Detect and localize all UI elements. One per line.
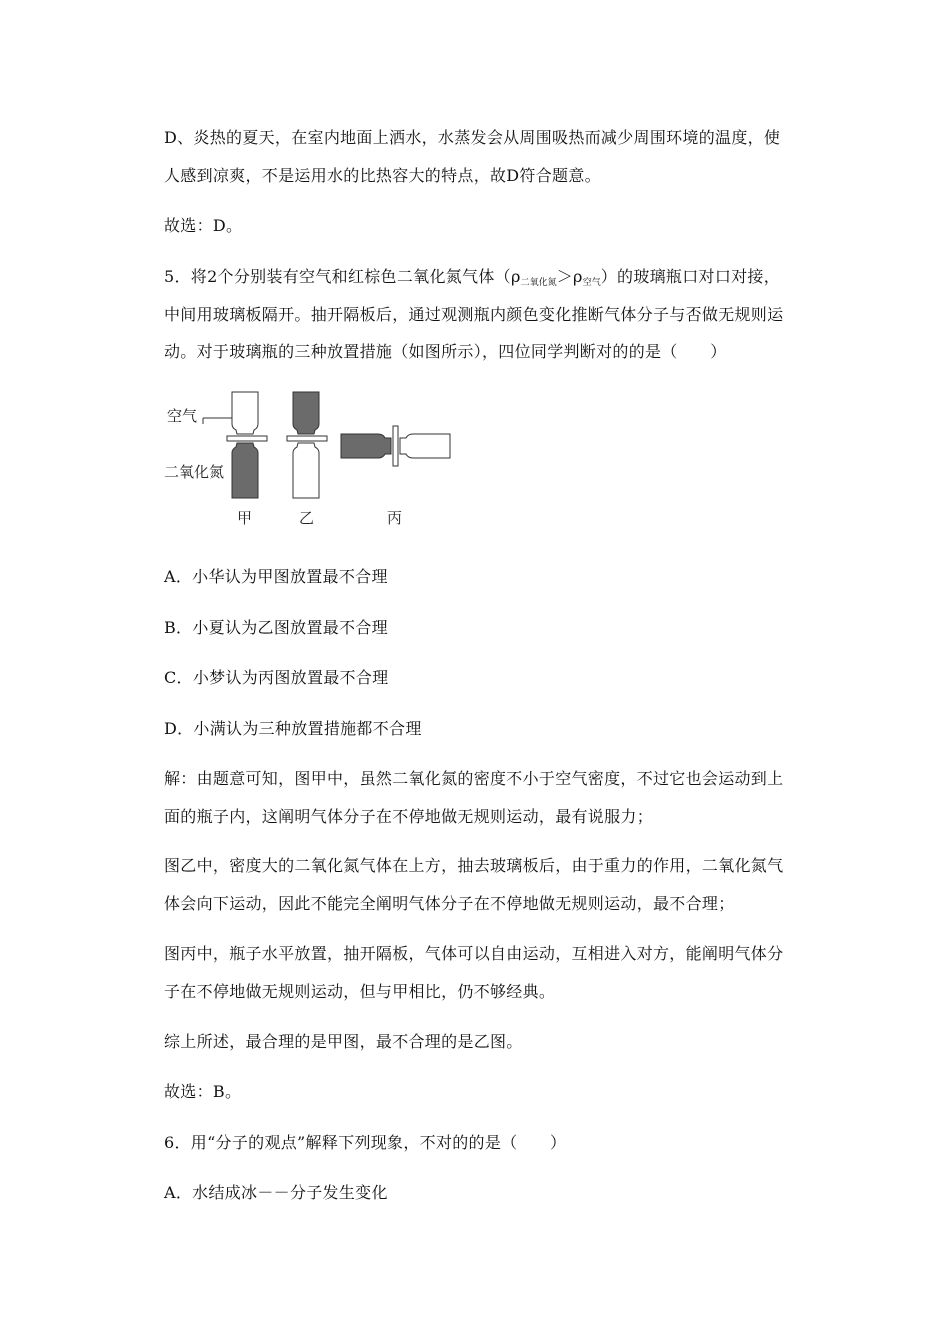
q5-stem-part-b: ＞ρ [556, 267, 583, 286]
setup-bing [341, 426, 450, 527]
yi-glass-plate [287, 436, 327, 441]
q5-option-a: A．小华认为甲图放置最不合理 [164, 567, 388, 586]
q5-option-b: B．小夏认为乙图放置最不合理 [164, 618, 388, 637]
q5-stem-line3: 动。对于玻璃瓶的三种放置措施（如图所示），四位同学判断对的的是（ ） [164, 342, 727, 361]
gas-diffusion-figure [160, 382, 480, 532]
q5-stem-part-c: ）的玻璃瓶口对口对接， [600, 267, 781, 286]
label-no2: 二氧化氮 [164, 463, 225, 481]
prev-answer-choice: 故选：D。 [164, 216, 243, 235]
yi-upper-bottle-no2 [293, 392, 319, 434]
q5-solution-summary: 综上所述，最合理的是甲图，最不合理的是乙图。 [164, 1032, 523, 1051]
prev-option-d-line2: 人感到凉爽，不是运用水的比热容大的特点，故D符合题意。 [164, 166, 601, 185]
bing-right-bottle-air [400, 434, 450, 458]
label-air: 空气 [167, 407, 198, 425]
setup-yi [287, 392, 327, 527]
q5-option-d: D．小满认为三种放置措施都不合理 [164, 719, 422, 738]
bing-left-bottle-no2 [341, 434, 391, 458]
q6-option-a: A．水结成冰－－分子发生变化 [164, 1183, 388, 1202]
q5-stem-line1 [164, 267, 780, 293]
label-bing: 丙 [387, 509, 403, 527]
yi-lower-bottle-air [293, 443, 319, 498]
q5-option-c: C．小梦认为丙图放置最不合理 [164, 668, 389, 687]
jia-glass-plate [227, 436, 267, 441]
q5-stem-part-a: 5．将2个分别装有空气和红棕色二氧化氮气体（ρ [164, 267, 521, 286]
setup-jia [164, 392, 267, 527]
q5-answer-choice: 故选：B。 [164, 1082, 242, 1101]
jia-upper-bottle-air [232, 392, 258, 434]
q6-stem: 6．用“分子的观点”解释下列现象，不对的的是（ ） [164, 1133, 567, 1152]
q5-solution-p3-line2: 子在不停地做无规则运动，但与甲相比，仍不够经典。 [164, 982, 556, 1001]
rho-subscript-no2: 二氧化氮 [520, 278, 557, 288]
bing-glass-plate [393, 426, 398, 466]
rho-subscript-air: 空气 [582, 278, 601, 288]
jia-lower-bottle-no2 [232, 443, 258, 498]
q5-solution-p2-line1: 图乙中，密度大的二氧化氮气体在上方，抽去玻璃板后，由于重力的作用，二氧化氮气 [164, 856, 784, 875]
q5-solution-p2-line2: 体会向下运动，因此不能完全阐明气体分子在不停地做无规则运动，最不合理； [164, 894, 735, 913]
label-jia: 甲 [237, 509, 253, 527]
q5-stem-line2: 中间用玻璃板隔开。抽开隔板后，通过观测瓶内颜色变化推断气体分子与否做无规则运 [164, 305, 784, 324]
q5-solution-p1-line1: 解：由题意可知，图甲中，虽然二氧化氮的密度不小于空气密度，不过它也会运动到上 [164, 769, 784, 788]
q5-solution-p3-line1: 图丙中，瓶子水平放置，抽开隔板，气体可以自由运动，互相进入对方，能阐明气体分 [164, 944, 784, 963]
q5-solution-p1-line2: 面的瓶子内，这阐明气体分子在不停地做无规则运动，最有说服力； [164, 807, 654, 826]
label-yi: 乙 [299, 509, 315, 527]
prev-option-d-line1: D、炎热的夏天，在室内地面上洒水，水蒸发会从周围吸热而减少周围环境的温度，使 [164, 128, 781, 147]
